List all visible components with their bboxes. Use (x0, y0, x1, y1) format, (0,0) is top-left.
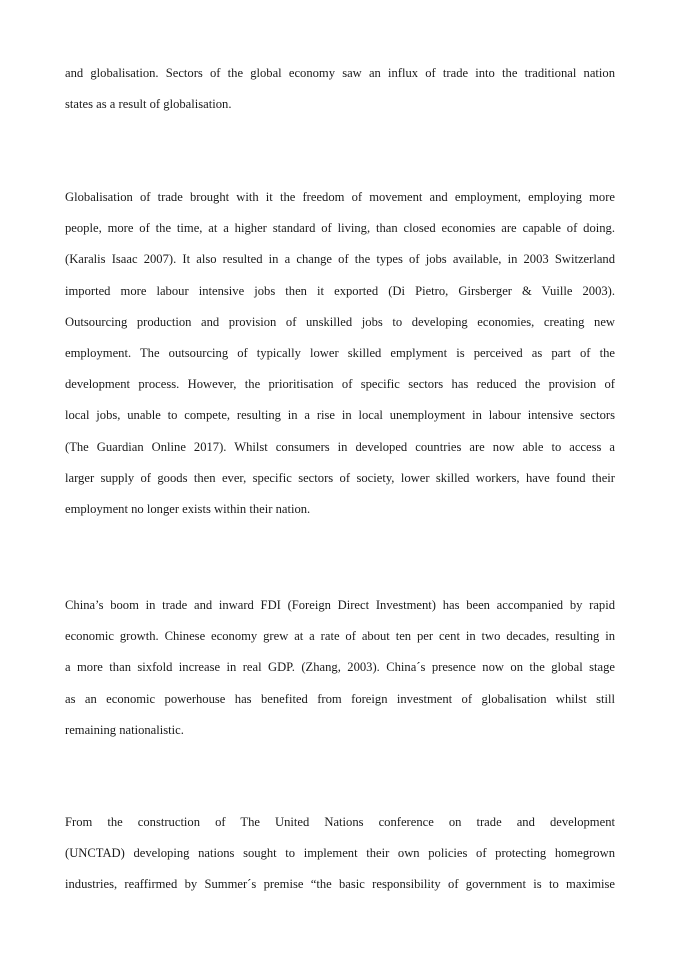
text-line: (Karalis Isaac 2007). It also resulted in a change of the types of jobs available, in 2003 Switzerland (65, 252, 615, 267)
text-line: local jobs, unable to compete, resulting in a rise in local unemployment in labour intensive sectors (65, 408, 615, 423)
text-line: development process. However, the prioritisation of specific sectors has reduced the provision of (65, 377, 615, 392)
paragraph-unctad (65, 807, 615, 901)
text-line: larger supply of goods then ever, specific sectors of society, lower skilled workers, have found their (65, 470, 615, 485)
text-line: a more than sixfold increase in real GDP. (Zhang, 2003). China´s presence now on the global stage (65, 660, 615, 675)
text-line: (The Guardian Online 2017). Whilst consumers in developed countries are now able to access a (65, 439, 615, 454)
text-line: as an economic powerhouse has benefited from foreign investment of globalisation whilst still (65, 691, 615, 706)
paragraph-globalisation-employment (65, 182, 615, 525)
text-line: industries, reaffirmed by Summer´s premise “the basic responsibility of government is to maximise (65, 877, 615, 892)
paragraph-globalisation-intro (65, 58, 615, 120)
text-line: From the construction of The United Nations conference on trade and development (65, 815, 615, 829)
text-line: economic growth. Chinese economy grew at a rate of about ten per cent in two decades, resulting in (65, 629, 615, 644)
text-line: imported more labour intensive jobs then it exported (Di Pietro, Girsberger & Vuille 2003). (65, 283, 615, 298)
text-line: people, more of the time, at a higher standard of living, than closed economies are capable of doing. (65, 221, 615, 236)
text-line: remaining nationalistic. (65, 722, 184, 737)
text-line: employment no longer exists within their nation. (65, 502, 311, 517)
paragraph-china-growth (65, 590, 615, 746)
text-line: and globalisation. Sectors of the global economy saw an influx of trade into the traditional nation (65, 66, 615, 80)
text-line: China’s boom in trade and inward FDI (Foreign Direct Investment) has been accompanied by rapid (65, 598, 615, 612)
text-line: states as a result of globalisation. (65, 97, 232, 112)
text-line: Globalisation of trade brought with it the freedom of movement and employment, employing more (65, 190, 615, 204)
text-line: Outsourcing production and provision of unskilled jobs to developing economies, creating new (65, 314, 615, 329)
text-line: employment. The outsourcing of typically lower skilled emplyment is perceived as part of the (65, 346, 615, 361)
text-line: (UNCTAD) developing nations sought to implement their own policies of protecting homegrown (65, 846, 615, 861)
